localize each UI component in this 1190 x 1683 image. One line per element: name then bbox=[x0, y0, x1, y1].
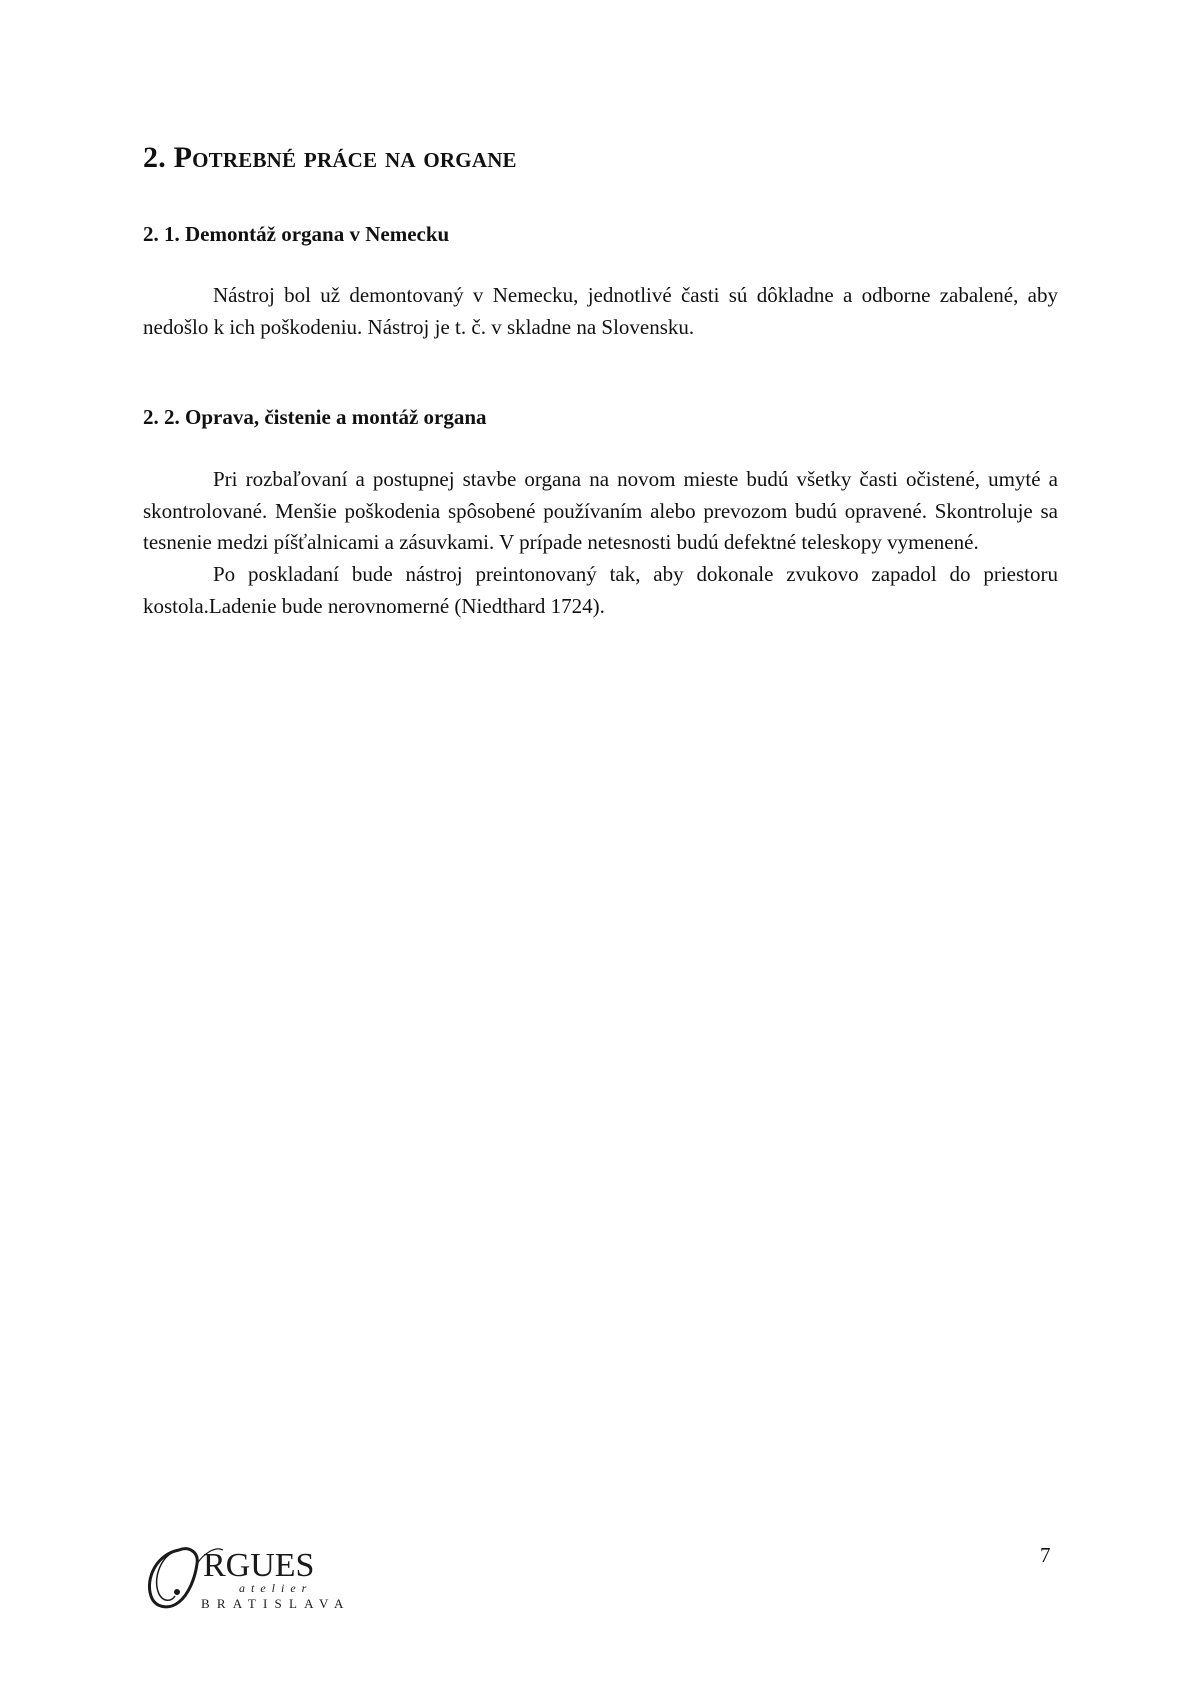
logo-graphic bbox=[143, 1540, 348, 1615]
section-heading-2-1: 2. 1. Demontáž organa v Nemecku bbox=[143, 222, 450, 246]
logo-city: BRATISLAVA bbox=[201, 1596, 348, 1611]
orgues-atelier-logo bbox=[143, 1540, 348, 1615]
paragraph: Po poskladaní bude nástroj preintonovaný tak, aby dokonale zvukovo zapadol do priestoru kostola.Ladenie bude nerovnomerné (Niedthard 1724). bbox=[143, 561, 1058, 618]
logo-tagline: atelier bbox=[239, 1581, 313, 1595]
chapter-title: Potrebné práce na organe bbox=[173, 141, 517, 174]
paragraph: Nástroj bol už demontovaný v Nemecku, jednotlivé časti sú dôkladne a odborne zabalené, aby nedošlo k ich poškodeniu. Nástroj je t. č. v skladne na Slovensku. bbox=[143, 283, 1058, 339]
page-content bbox=[143, 140, 1058, 622]
page-number: 7 bbox=[1040, 1543, 1051, 1567]
paragraph: Pri rozbaľovaní a postupnej stavbe organa na novom mieste budú všetky časti očistené, umyté a skontrolované. Menšie poškodenia spôsobené používaním alebo prevozom budú opravené. Skontroluje sa tesnenie medzi píšťalnicami a zásuvkami. V prípade netesnosti budú defektné teleskopy vymenené. bbox=[143, 467, 1058, 555]
chapter-number: 2. bbox=[143, 141, 166, 174]
chapter-heading bbox=[143, 140, 1058, 176]
section-heading-2-2: 2. 2. Oprava, čistenie a montáž organa bbox=[143, 405, 487, 430]
logo-name: RGUES bbox=[203, 1547, 315, 1584]
